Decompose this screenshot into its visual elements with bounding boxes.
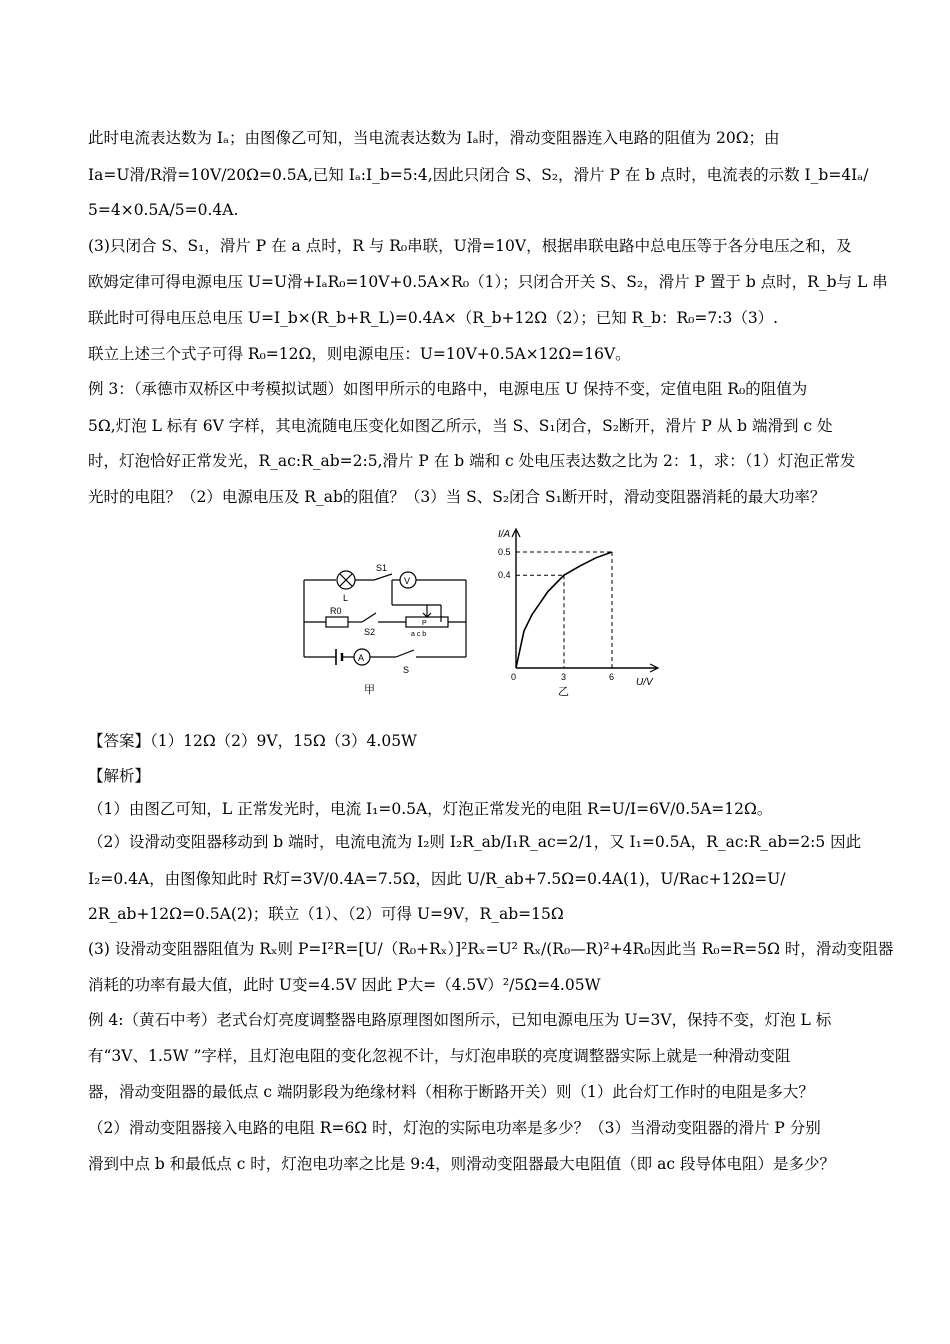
x-tick-label: 6 bbox=[609, 672, 615, 682]
figures bbox=[296, 525, 676, 707]
text-line: 2R_ab+12Ω=0.5A(2)；联立（1）、（2）可得 U=9V，R_ab=15Ω bbox=[88, 905, 564, 923]
x-axis-label: U/V bbox=[636, 677, 653, 688]
x-tick-label: 3 bbox=[561, 672, 567, 682]
analysis-heading: 【解析】 bbox=[88, 767, 151, 785]
text-line: 器，滑动变阻器的最低点 c 端阴影段为绝缘材料（相称于断路开关）则（1）此台灯工作时的电阻是多大？ bbox=[88, 1083, 814, 1101]
series-line bbox=[516, 552, 612, 668]
text-line: 5=4×0.5A/5=0.4A. bbox=[88, 201, 239, 219]
switch-s-blade bbox=[396, 650, 414, 657]
text-line: （2）滑动变阻器接入电路的电阻 R=6Ω 时，灯泡的实际电功率是多少？（3）当滑动变阻器的滑片 P 分别 bbox=[88, 1119, 821, 1137]
text-line: 欧姆定律可得电源电压 U=U滑+IₐR₀=10V+0.5A×R₀（1）；只闭合开关 S、S₂，滑片 P 置于 b 点时，R_b与 L 串 bbox=[88, 273, 888, 291]
circuit-diagram bbox=[304, 571, 466, 665]
y-axis-label: I/A bbox=[498, 529, 511, 540]
switch-s2-blade bbox=[362, 613, 376, 622]
text-line: 有“3V、1.5W ”字样，且灯泡电阻的变化忽视不计，与灯泡串联的亮度调整器实际上就是一种滑动变阻 bbox=[88, 1047, 791, 1065]
text-line: 消耗的功率有最大值，此时 U变=4.5V 因此 P大=（4.5V）²/5Ω=4.05W bbox=[88, 976, 601, 994]
label-s: S bbox=[403, 665, 410, 675]
text-line: (3) 设滑动变阻器阻值为 Rₓ则 P=I²R=[U/（R₀+Rₓ）]²Rₓ=U² Rₓ/(R₀—R)²+4R₀因此当 R₀=R=5Ω 时，滑动变阻器 bbox=[88, 940, 894, 958]
figures-svg bbox=[296, 525, 676, 707]
text-line: 联立上述三个式子可得 R₀=12Ω，则电源电压：U=10V+0.5A×12Ω=16V。 bbox=[88, 345, 631, 363]
text-line: 5Ω,灯泡 L 标有 6V 字样，其电流随电压变化如图乙所示，当 S、S₁闭合，S₂断开，滑片 P 从 b 端滑到 c 处 bbox=[88, 417, 833, 435]
label-p: P bbox=[422, 620, 427, 627]
text-line: （1）由图乙可知，L 正常发光时，电流 I₁=0.5A，灯泡正常发光的电阻 R=U/I=6V/0.5A=12Ω。 bbox=[88, 800, 773, 818]
text-line: 滑到中点 b 和最低点 c 时，灯泡电功率之比是 9:4，则滑动变阻器最大电阻值（即 ac 段导体电阻）是多少？ bbox=[88, 1155, 835, 1173]
label-l: L bbox=[343, 593, 349, 603]
circuit-labels bbox=[330, 563, 427, 696]
text-line: 例 3：（承德市双桥区中考模拟试题）如图甲所示的电路中，电源电压 U 保持不变，定值电阻 R₀的阻值为 bbox=[88, 380, 808, 398]
answer-line: 【答案】（1）12Ω（2）9V，15Ω（3）4.05W bbox=[88, 732, 417, 750]
text-line: 时，灯泡恰好正常发光，R_ac:R_ab=2:5,滑片 P 在 b 端和 c 处电压表达数之比为 2：1，求：（1）灯泡正常发 bbox=[88, 452, 856, 470]
circuit-caption: 甲 bbox=[364, 684, 375, 696]
switch-s1-blade bbox=[374, 574, 392, 580]
resistor-r0 bbox=[326, 617, 348, 627]
rheostat bbox=[406, 617, 448, 627]
x-tick-label: 0 bbox=[511, 672, 517, 682]
text-line: I₂=0.4A，由图像知此时 R灯=3V/0.4A=7.5Ω，因此 U/R_ab+7.5Ω=0.4A(1)，U/Rac+12Ω=U/ bbox=[88, 870, 786, 888]
graph-caption: 乙 bbox=[558, 686, 569, 698]
label-acb: a c b bbox=[411, 631, 427, 638]
iu-graph bbox=[498, 529, 658, 698]
label-s2: S2 bbox=[364, 627, 376, 637]
y-tick-label: 0.5 bbox=[498, 547, 511, 557]
text-line: 此时电流表达数为 Iₐ；由图像乙可知，当电流表达数为 Iₐ时，滑动变阻器连入电路的阻值为 20Ω；由 bbox=[88, 129, 780, 147]
label-v: V bbox=[404, 576, 411, 586]
label-r0: R0 bbox=[330, 606, 342, 616]
text-line: 联此时可得电压总电压 U=I_b×(R_b+R_L)=0.4A×（R_b+12Ω（2）；已知 R_b：R₀=7:3（3）. bbox=[88, 309, 779, 327]
text-line: （2）设滑动变阻器移动到 b 端时，电流电流为 I₂则 I₂R_ab/I₁R_ac=2/1，又 I₁=0.5A，R_ac:R_ab=2:5 因此 bbox=[88, 833, 862, 851]
label-a: A bbox=[358, 653, 365, 663]
text-line: 光时的电阻？（2）电源电压及 R_ab的阻值？（3）当 S、S₂闭合 S₁断开时，滑动变阻器消耗的最大功率？ bbox=[88, 488, 826, 506]
text-line: (3)只闭合 S、S₁，滑片 P 在 a 点时，R 与 R₀串联，U滑=10V，根据串联电路中总电压等于各分电压之和，及 bbox=[88, 237, 852, 255]
text-line: Ia=U滑/R滑=10V/20Ω=0.5A,已知 Iₐ:I_b=5:4,因此只闭合 S、S₂，滑片 P 在 b 点时，电流表的示数 I_b=4Iₐ/ bbox=[88, 166, 869, 184]
label-s1: S1 bbox=[376, 563, 388, 573]
text-line: 例 4:（黄石中考）老式台灯亮度调整器电路原理图如图所示，已知电源电压为 U=3V，保持不变，灯泡 L 标 bbox=[88, 1011, 832, 1029]
y-tick-label: 0.4 bbox=[498, 570, 511, 581]
